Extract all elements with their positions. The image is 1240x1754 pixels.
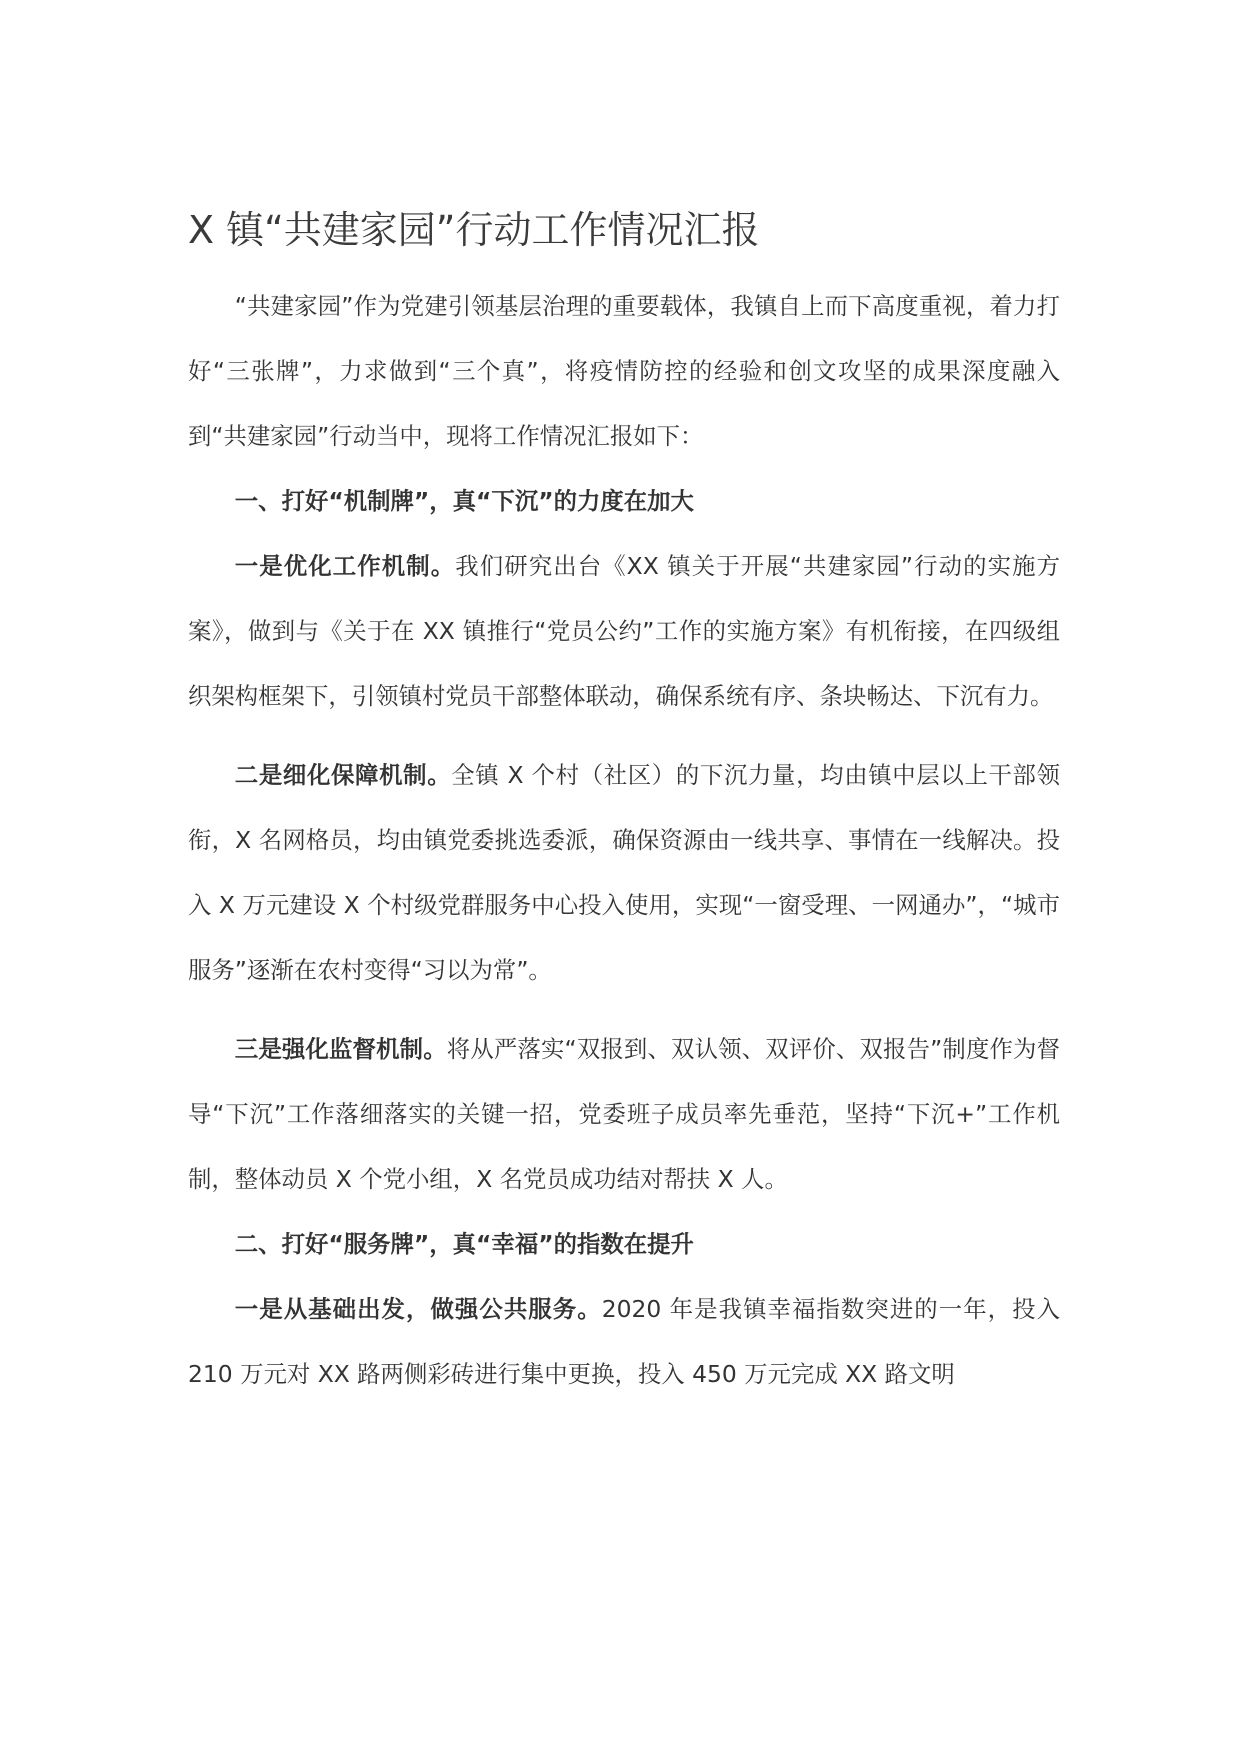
section-1-paragraph-3-lead: 三是强化监督机制。 (234, 1035, 447, 1063)
section-2-paragraph-1-lead: 一是从基础出发，做强公共服务。 (234, 1295, 602, 1323)
document-title: X 镇“共建家园”行动工作情况汇报 (188, 208, 760, 252)
section-1-paragraph-3 (188, 1017, 1060, 1212)
section-1-paragraph-1 (188, 534, 1060, 729)
section-2-paragraph-1-body: 2020 年是我镇幸福指数突进的一年，投入 210 万元对 XX 路两侧彩砖进行集中更换，投入 450 万元完成 XX 路文明 (188, 1295, 1060, 1388)
intro-paragraph: “共建家园”作为党建引领基层治理的重要载体，我镇自上而下高度重视，着力打好“三张牌”，力求做到“三个真”，将疫情防控的经验和创文攻坚的成果深度融入到“共建家园”行动当中，现将工作情况汇报如下： (188, 292, 1060, 450)
section-2-paragraph-1 (188, 1277, 1060, 1407)
section-1-paragraph-1-body: 我们研究出台《XX 镇关于开展“共建家园”行动的实施方案》，做到与《关于在 XX 镇推行“党员公约”工作的实施方案》有机衔接，在四级组织架构框架下，引领镇村党员干部整体联动，确保系统有序、条块畅达、下沉有力。 (188, 552, 1060, 710)
section-1-paragraph-1-lead: 一是优化工作机制。 (234, 552, 456, 580)
section-2-heading: 二、打好“服务牌”，真“幸福”的指数在提升 (234, 1230, 694, 1258)
section-1-paragraph-2 (188, 743, 1060, 1003)
section-1-paragraph-2-body: 全镇 X 个村（社区）的下沉力量，均由镇中层以上干部领衔，X 名网格员，均由镇党委挑选委派，确保资源由一线共享、事情在一线解决。投入 X 万元建设 X 个村级党群服务中心投入使用，实现“一窗受理、一网通办”，“城市服务”逐渐在农村变得“习以为常”。 (188, 761, 1060, 984)
section-1-heading: 一、打好“机制牌”，真“下沉”的力度在加大 (234, 487, 694, 515)
section-1-paragraph-2-lead: 二是细化保障机制。 (234, 761, 452, 789)
section-1-paragraph-3-body: 将从严落实“双报到、双认领、双评价、双报告”制度作为督导“下沉”工作落细落实的关键一招，党委班子成员率先垂范，坚持“下沉+”工作机制，整体动员 X 个党小组，X 名党员成功结对帮扶 X 人。 (188, 1035, 1061, 1193)
document-page (188, 196, 1060, 1407)
